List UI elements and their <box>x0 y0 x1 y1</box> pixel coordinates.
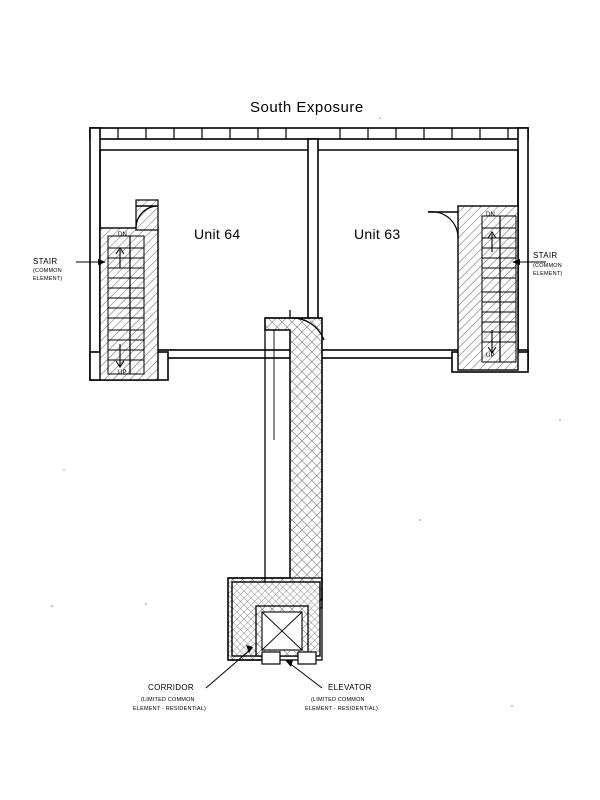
elevator-note-1: (LIMITED COMMON <box>311 697 365 703</box>
stair-left <box>100 200 158 380</box>
stair-left-note-1: (COMMON <box>33 268 62 274</box>
unit-label-63: Unit 63 <box>354 226 401 242</box>
corridor-note-1: (LIMITED COMMON <box>141 697 195 703</box>
corridor-note-2: ELEMENT - RESIDENTIAL) <box>133 706 207 712</box>
stair-right-note-2: ELEMENT) <box>533 271 563 277</box>
corridor-label: CORRIDOR <box>148 683 194 692</box>
stair-left-label: STAIR <box>33 257 58 266</box>
elevator-note-2: ELEMENT - RESIDENTIAL) <box>305 706 379 712</box>
elevator-shaft <box>232 582 320 664</box>
stair-left-up-label: UP <box>118 370 127 376</box>
stair-left-note-2: ELEMENT) <box>33 276 63 282</box>
stair-right-down-label: DN <box>486 212 496 218</box>
stair-right <box>428 206 518 370</box>
elevator-label: ELEVATOR <box>328 683 372 692</box>
unit-label-64: Unit 64 <box>194 226 241 242</box>
stair-right-note-1: (COMMON <box>533 263 562 269</box>
page-title: South Exposure <box>250 99 364 116</box>
stair-right-label: STAIR <box>533 251 558 260</box>
stair-right-up-label: UP <box>486 353 495 359</box>
stair-left-down-label: DN <box>118 232 128 238</box>
